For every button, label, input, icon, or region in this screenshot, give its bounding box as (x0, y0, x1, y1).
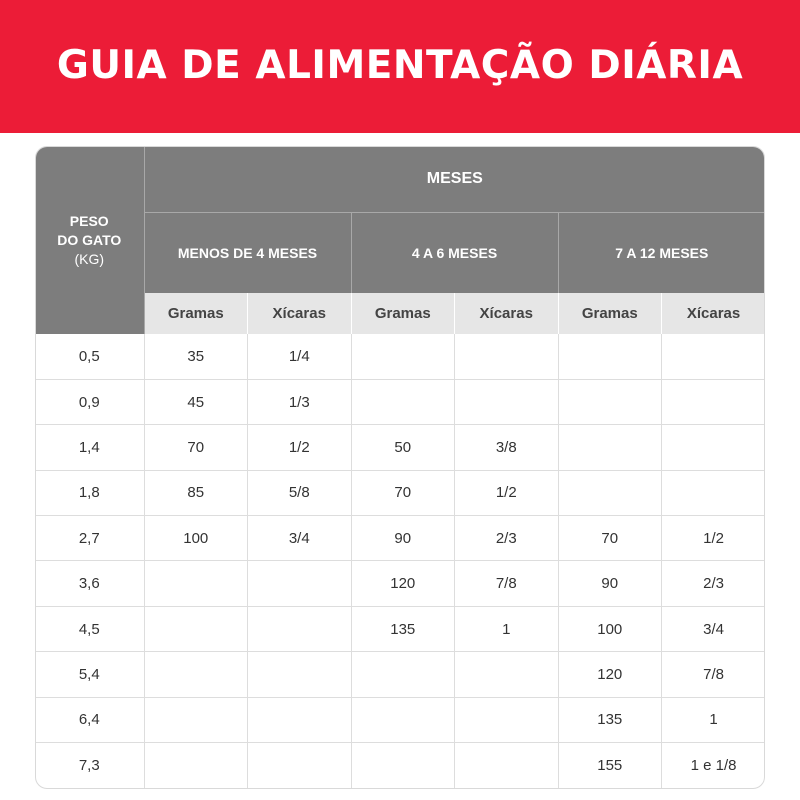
cups-cell: 2/3 (662, 561, 766, 606)
grams-cell (144, 561, 248, 606)
feeding-table-container (35, 146, 765, 789)
cups-cell: 5/8 (248, 470, 352, 515)
cups-cell: 1/2 (248, 425, 352, 470)
cups-cell: 1/2 (662, 516, 766, 561)
grams-cell (558, 470, 662, 515)
page-title: GUIA DE ALIMENTAÇÃO DIÁRIA (56, 43, 744, 88)
grams-cell: 90 (351, 516, 455, 561)
cups-cell (662, 470, 766, 515)
grams-cell: 155 (558, 743, 662, 788)
subheader-cups: Xícaras (455, 293, 559, 334)
grams-cell (351, 697, 455, 742)
grams-cell: 90 (558, 561, 662, 606)
subheader-cups: Xícaras (662, 293, 766, 334)
grams-cell: 120 (558, 652, 662, 697)
grams-cell (558, 425, 662, 470)
cups-cell (662, 334, 766, 379)
weight-cell: 6,4 (35, 697, 144, 742)
weight-cell: 1,4 (35, 425, 144, 470)
cups-cell: 1/3 (248, 379, 352, 424)
cups-cell (662, 379, 766, 424)
grams-cell: 85 (144, 470, 248, 515)
grams-cell: 70 (558, 516, 662, 561)
table-row (35, 652, 765, 697)
weight-cell: 2,7 (35, 516, 144, 561)
grams-cell: 135 (558, 697, 662, 742)
cups-cell: 3/8 (455, 425, 559, 470)
weight-cell: 0,5 (35, 334, 144, 379)
title-banner (0, 0, 800, 133)
cups-cell (455, 652, 559, 697)
grams-cell (144, 606, 248, 651)
weight-header-line2: DO GATO (57, 231, 122, 248)
cups-cell (455, 379, 559, 424)
table-row (35, 334, 765, 379)
table-row (35, 425, 765, 470)
group-header-under-4: MENOS DE 4 MESES (144, 212, 351, 293)
grams-cell: 45 (144, 379, 248, 424)
subheader-grams: Gramas (144, 293, 248, 334)
cups-cell (248, 743, 352, 788)
grams-cell: 35 (144, 334, 248, 379)
grams-cell (351, 334, 455, 379)
weight-header-line1: PESO (69, 212, 109, 229)
grams-cell: 120 (351, 561, 455, 606)
grams-cell (351, 379, 455, 424)
table-row (35, 379, 765, 424)
grams-cell: 135 (351, 606, 455, 651)
cups-cell: 1/2 (455, 470, 559, 515)
grams-cell (351, 652, 455, 697)
subheader-grams: Gramas (351, 293, 455, 334)
cups-cell (455, 743, 559, 788)
weight-cell: 0,9 (35, 379, 144, 424)
cups-cell (662, 425, 766, 470)
weight-cell: 4,5 (35, 606, 144, 651)
weight-cell: 7,3 (35, 743, 144, 788)
grams-cell (144, 652, 248, 697)
table-row (35, 697, 765, 742)
table-row (35, 470, 765, 515)
cups-cell (455, 697, 559, 742)
cups-cell (248, 652, 352, 697)
grams-cell (558, 379, 662, 424)
months-header: MESES (144, 146, 765, 212)
cups-cell: 1 (455, 606, 559, 651)
grams-cell: 100 (558, 606, 662, 651)
weight-header-unit: (KG) (74, 250, 105, 267)
weight-cell: 3,6 (35, 561, 144, 606)
cups-cell: 1 (662, 697, 766, 742)
weight-header (35, 146, 144, 334)
table-row (35, 516, 765, 561)
cups-cell: 7/8 (455, 561, 559, 606)
grams-cell: 50 (351, 425, 455, 470)
grams-cell (144, 743, 248, 788)
cups-cell (248, 697, 352, 742)
subheader-grams: Gramas (558, 293, 662, 334)
table-row (35, 561, 765, 606)
cups-cell: 3/4 (248, 516, 352, 561)
group-header-4-to-6: 4 A 6 MESES (351, 212, 558, 293)
weight-cell: 5,4 (35, 652, 144, 697)
cups-cell: 1 e 1/8 (690, 756, 737, 774)
feeding-table (35, 146, 765, 788)
table-row (35, 606, 765, 651)
table-row (35, 743, 765, 788)
grams-cell (144, 697, 248, 742)
group-header-7-to-12: 7 A 12 MESES (558, 212, 765, 293)
cups-cell (248, 606, 352, 651)
grams-cell (558, 334, 662, 379)
grams-cell: 70 (144, 425, 248, 470)
cups-cell (248, 561, 352, 606)
grams-cell (351, 743, 455, 788)
subheader-cups: Xícaras (248, 293, 352, 334)
grams-cell: 70 (351, 470, 455, 515)
table-body (35, 334, 765, 788)
cups-cell (455, 334, 559, 379)
cups-cell: 3/4 (662, 606, 766, 651)
weight-cell: 1,8 (35, 470, 144, 515)
grams-cell: 100 (144, 516, 248, 561)
cups-cell: 7/8 (662, 652, 766, 697)
cups-cell: 2/3 (455, 516, 559, 561)
cups-cell: 1/4 (248, 334, 352, 379)
